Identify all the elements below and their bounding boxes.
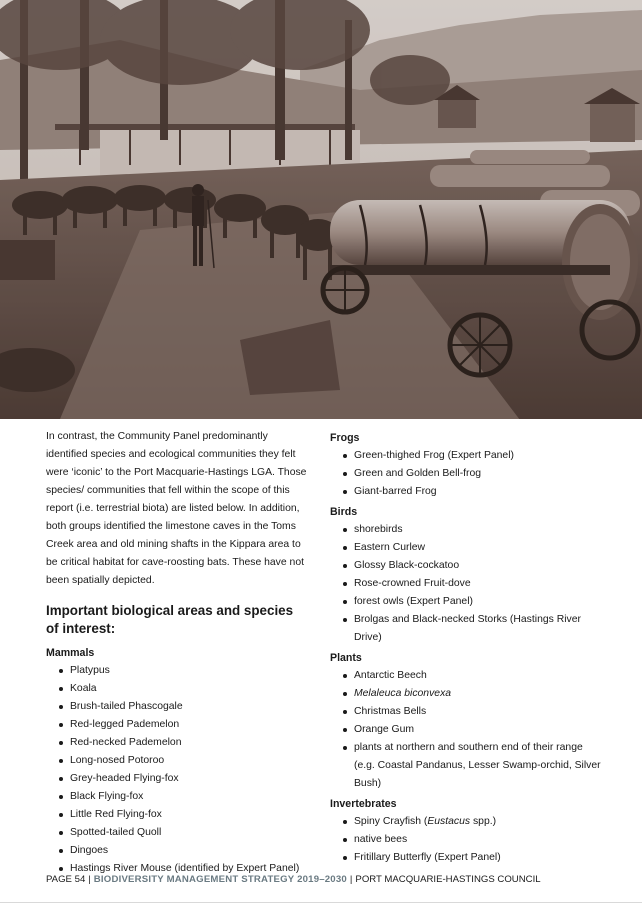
list-item: Red-legged Pademelon xyxy=(46,716,312,734)
document-title: BIODIVERSITY MANAGEMENT STRATEGY 2019–2030 xyxy=(93,874,347,885)
plants-heading: Plants xyxy=(330,652,362,664)
list-item: Red-necked Pademelon xyxy=(46,734,312,752)
invertebrates-list xyxy=(330,813,605,867)
historic-photo-bullock-team xyxy=(0,0,642,419)
list-item: Green and Golden Bell-frog xyxy=(330,465,605,483)
right-column xyxy=(330,428,605,869)
bottom-rule xyxy=(0,902,642,903)
list-item: Christmas Bells xyxy=(330,703,605,721)
list-item: Koala xyxy=(46,680,312,698)
list-item-italic: Melaleuca biconvexa xyxy=(354,688,452,699)
list-item: Green-thighed Frog (Expert Panel) xyxy=(330,447,605,465)
list-item: Eastern Curlew xyxy=(330,539,605,557)
page-number: PAGE 54 xyxy=(46,874,86,885)
invertebrates-heading: Invertebrates xyxy=(330,798,397,810)
mammals-list xyxy=(46,662,312,878)
list-item: Long-nosed Potoroo xyxy=(46,752,312,770)
list-item: Grey-headed Flying-fox xyxy=(46,770,312,788)
birds-heading: Birds xyxy=(330,506,358,518)
page-footer xyxy=(46,873,541,887)
list-item: shorebirds xyxy=(330,521,605,539)
section-heading: Important biological areas and species of interest: xyxy=(46,603,294,636)
footer-separator: | xyxy=(88,874,91,885)
intro-paragraph: In contrast, the Community Panel predominantly identified species and ecological communities they felt were ‘iconic’ to the Port Macquarie-Hastings LGA. Those species/ communities that fell within the scope of this report (i.e. terrestrial biota) are listed below. In addition, both groups identified the limestone caves in the Toms Creek area and old mining shafts in the Kippara area to be critical habitat for cave-roosting bats. These have not been spatially depicted. xyxy=(46,431,307,586)
list-item: Brush-tailed Phascogale xyxy=(46,698,312,716)
council-name: PORT MACQUARIE-HASTINGS COUNCIL xyxy=(355,874,541,885)
list-item: Orange Gum xyxy=(330,721,605,739)
list-item: Little Red Flying-fox xyxy=(46,806,312,824)
list-item: Hastings River Mouse (identified by Expert Panel) xyxy=(46,860,312,878)
footer-separator: | xyxy=(349,874,353,885)
frogs-list xyxy=(330,447,605,501)
list-item: Giant-barred Frog xyxy=(330,483,605,501)
left-column xyxy=(46,428,312,880)
list-item: Brolgas and Black-necked Storks (Hastings River Drive) xyxy=(330,611,605,647)
list-item: forest owls (Expert Panel) xyxy=(330,593,605,611)
list-item: Glossy Black-cockatoo xyxy=(330,557,605,575)
photo-scene xyxy=(0,0,642,419)
birds-list xyxy=(330,521,605,647)
list-item: plants at northern and southern end of their range (e.g. Coastal Pandanus, Lesser Swamp-orchid, Silver Bush) xyxy=(330,739,605,793)
list-item: Fritillary Butterfly (Expert Panel) xyxy=(330,849,605,867)
list-item: Rose-crowned Fruit-dove xyxy=(330,575,605,593)
frogs-heading: Frogs xyxy=(330,432,360,444)
list-item: Spotted-tailed Quoll xyxy=(46,824,312,842)
mammals-heading: Mammals xyxy=(46,647,95,659)
list-item: Antarctic Beech xyxy=(330,667,605,685)
list-item: Dingoes xyxy=(46,842,312,860)
list-item: Black Flying-fox xyxy=(46,788,312,806)
list-item: native bees xyxy=(330,831,605,849)
list-item: Platypus xyxy=(46,662,312,680)
plants-list xyxy=(330,667,605,793)
list-item: Spiny Crayfish (Eustacus spp.) xyxy=(330,813,605,831)
list-item xyxy=(330,685,605,703)
